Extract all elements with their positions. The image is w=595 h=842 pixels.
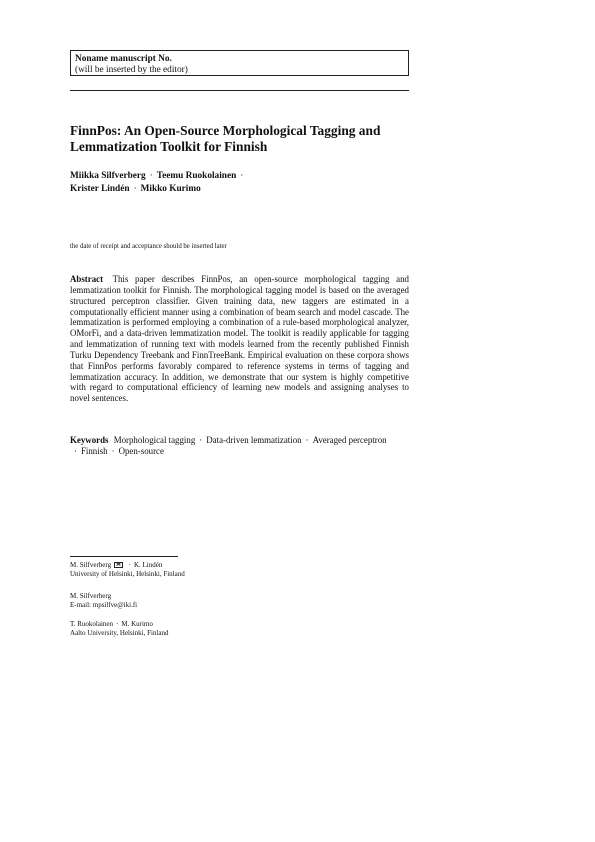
keyword-separator: · [199, 435, 203, 445]
abstract-text: This paper describes FinnPos, an open-source morphological tagging and lemmatization toolkit for Finnish. The morphological tagging model is based on the averaged structured perceptron classifier. Given training data, new taggers are estimated in a computationally efficient manner using a combination of beam search and model cascade. The lemmatization is performed employing a combination of a rule-based morphological analyzer, OMorFi, and a data-driven lemmatization model. The toolkit is readily applicable for tagging and lemmatization of running text with models learned from the recently published Finnish Turku Dependency Treebank and FinnTreeBank. Empirical evaluation on these corpora shows that FinnPos performs favorably compared to reference systems in terms of tagging and lemmatization accuracy. In addition, we demonstrate that our system is highly competitive with regard to computational efficiency of learning new models and assigning analyses to novel sentences. [70, 274, 409, 404]
header-rule [70, 90, 409, 91]
author-separator: · [240, 171, 244, 181]
keywords-label: Keywords [70, 435, 109, 445]
keyword: Morphological tagging [113, 435, 196, 445]
keyword: Open-source [118, 446, 164, 456]
affiliation-author: M. Silfverberg [70, 561, 112, 569]
keyword-separator: · [111, 446, 115, 456]
contact-author: M. Silfverberg [70, 592, 112, 600]
paper-title [70, 123, 409, 155]
keyword: Finnish [80, 446, 108, 456]
envelope-icon [114, 562, 123, 568]
affiliation-author: T. Ruokolainen [70, 620, 114, 628]
author-name: Mikko Kurimo [140, 184, 201, 194]
author-line-2 [70, 183, 409, 196]
keyword-separator: · [74, 446, 77, 456]
author-list [70, 170, 409, 196]
affiliation-institution: University of Helsinki, Helsinki, Finland [70, 570, 185, 579]
affiliation-separator: · [128, 561, 131, 569]
title-line-1: FinnPos: An Open-Source Morphological Tagging and [70, 123, 381, 138]
contact-block [70, 592, 409, 610]
abstract-label: Abstract [70, 274, 104, 284]
affiliation-names [70, 561, 409, 570]
author-name: Miikka Silfverberg [70, 171, 146, 181]
author-line-1 [70, 170, 409, 183]
keyword: Data-driven lemmatization [206, 435, 302, 445]
manuscript-number-label: Noname manuscript No. [75, 54, 172, 64]
keywords [70, 435, 409, 457]
author-name: Teemu Ruokolainen [156, 171, 237, 181]
manuscript-info-box [70, 50, 409, 76]
affiliation-author: M. Kurimo [121, 620, 153, 628]
receipt-note: the date of receipt and acceptance should be inserted later [70, 243, 227, 250]
author-name: Krister Lindén [70, 184, 130, 194]
author-separator: · [133, 184, 137, 194]
contact-email: E-mail: mpsilfve@iki.fi [70, 601, 138, 610]
affiliation-author: K. Lindén [133, 561, 163, 569]
affiliation-institution: Aalto University, Helsinki, Finland [70, 629, 169, 638]
title-line-2: Lemmatization Toolkit for Finnish [70, 139, 268, 154]
affiliation-block [70, 620, 409, 638]
abstract [70, 274, 409, 404]
affiliation-names [70, 620, 409, 629]
editor-note: (will be inserted by the editor) [75, 65, 188, 75]
keyword-separator: · [305, 435, 309, 445]
footnote-rule [70, 556, 178, 557]
author-separator: · [149, 171, 153, 181]
keyword: Averaged perceptron [312, 435, 387, 445]
affiliation-block [70, 561, 409, 579]
affiliation-separator: · [116, 620, 119, 628]
